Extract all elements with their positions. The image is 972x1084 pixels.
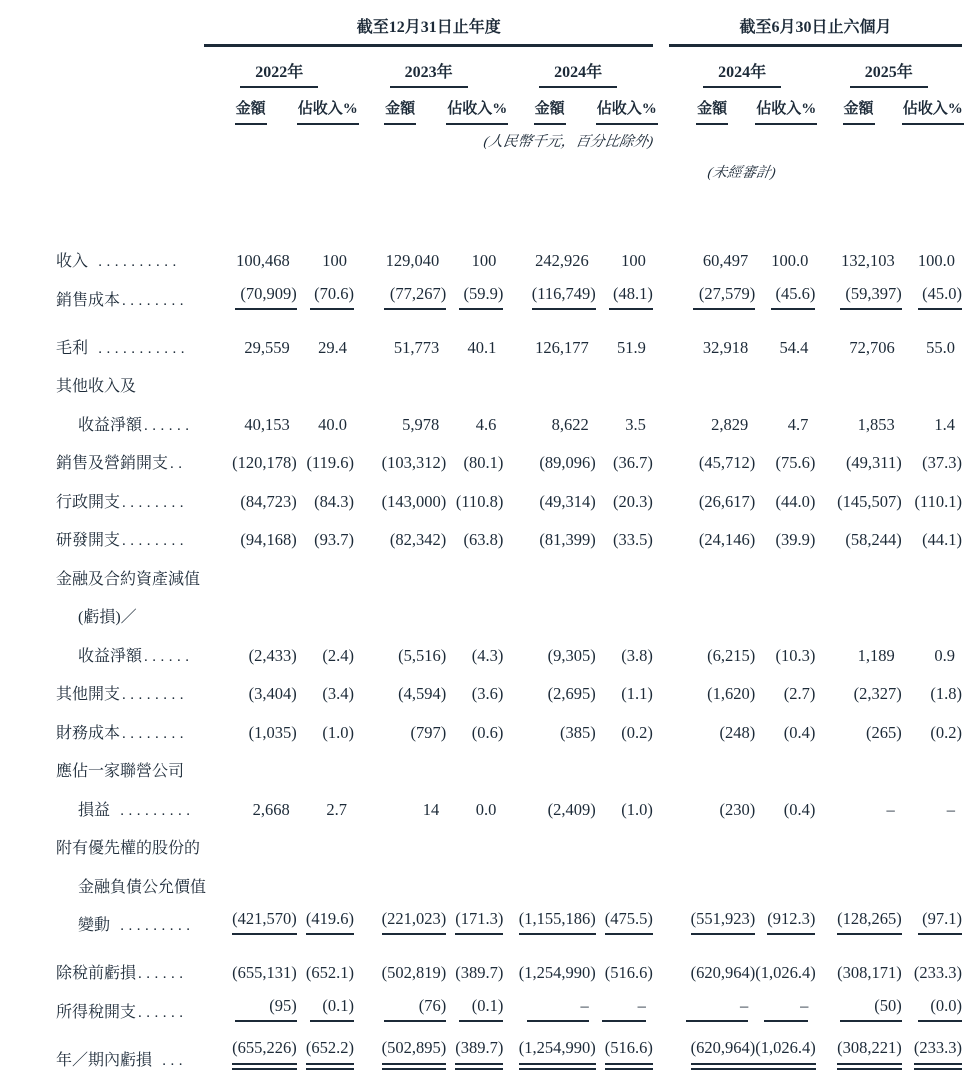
amount-cell: (308,171) (837, 963, 902, 982)
table-row (56, 627, 962, 666)
column-label-row (56, 88, 962, 125)
amount-cell: (421,570) (204, 897, 296, 941)
row-label: 應佔一家聯營公司 (56, 763, 185, 780)
amount-cell: 2,829 (711, 414, 749, 434)
unaudited-note: (未經審計) (706, 165, 778, 181)
amount-cell: (385) (559, 722, 596, 742)
amount-cell: (94,168) (240, 530, 297, 549)
amount-cell: (70,909) (204, 271, 296, 315)
period-group-row (56, 14, 962, 46)
amount-cell: (2,327) (853, 684, 902, 703)
section-gap (653, 271, 669, 315)
amount-cell: 100,468 (236, 251, 290, 270)
annual-period-title: 截至12月31日止年度 (356, 19, 501, 36)
amount-cell: (143,000) (381, 491, 447, 511)
amount-cell: 40,153 (244, 414, 290, 434)
pct-cell: 1.4 (934, 414, 955, 434)
row-label: 損益 ......... (78, 801, 195, 819)
section-gap (653, 512, 669, 551)
dot-leader: ........ (122, 533, 189, 549)
pct-cell: (45.0) (902, 271, 962, 315)
row-label: 銷售及營銷開支 .. (56, 455, 187, 472)
pct-cell: (0.4) (783, 799, 816, 819)
pct-cell: (3.8) (621, 645, 653, 665)
table-row (56, 940, 962, 983)
year-2023: 2023年 (390, 47, 468, 88)
amount-cell: (58,244) (845, 530, 902, 549)
amount-cell: 129,040 (385, 251, 440, 270)
pct-cell: (97.1) (902, 897, 962, 941)
amount-cell: (84,723) (240, 491, 297, 511)
amount-cell: 60,497 (702, 251, 749, 270)
table-row (56, 743, 962, 782)
amount-cell: (551,923) (669, 897, 755, 941)
amount-cell: (5,516) (398, 645, 447, 665)
table-row (56, 228, 962, 271)
dot-leader: ... (154, 1052, 188, 1069)
row-label: 收入 .......... (56, 253, 181, 270)
pct-cell: (475.5) (596, 897, 653, 941)
pct-cell: (3.6) (471, 684, 504, 703)
amount-cell: (1,254,990) (518, 963, 596, 982)
table-header (56, 14, 962, 228)
amount-cell: (49,311) (845, 453, 902, 472)
pct-column-label: 佔收入% (297, 88, 359, 125)
amount-column-label: 金額 (384, 88, 416, 125)
pct-cell: (652.2) (297, 1027, 354, 1070)
amount-cell: – (669, 983, 755, 1027)
amount-cell: (26,617) (698, 491, 756, 511)
empty-cells (204, 358, 962, 397)
pct-cell: (0.1) (297, 983, 354, 1027)
section-gap (653, 151, 669, 228)
financial-table (56, 14, 962, 1070)
pct-cell: (10.3) (775, 645, 816, 665)
amount-cell: (1,155,186) (503, 897, 595, 941)
amount-column-label: 金額 (696, 88, 728, 125)
amount-cell: (1,620) (707, 684, 756, 703)
amount-column-label: 金額 (534, 88, 566, 125)
amount-cell: (76) (354, 983, 446, 1027)
amount-cell: (116,749) (503, 271, 595, 315)
pct-cell: (233.3) (913, 963, 962, 982)
pct-cell: 40.1 (467, 337, 497, 357)
pct-cell: (110.8) (455, 491, 504, 511)
pct-cell: (1.1) (621, 684, 653, 703)
amount-cell: (248) (719, 722, 756, 742)
pct-cell: (652.1) (305, 963, 354, 982)
amount-cell: 51,773 (393, 337, 440, 357)
section-gap (653, 704, 669, 743)
amount-cell: (655,226) (204, 1027, 296, 1070)
pct-cell: (2.7) (783, 684, 816, 703)
section-gap (653, 14, 669, 46)
pct-cell: 4.6 (475, 414, 497, 434)
amount-cell: 132,103 (841, 251, 895, 270)
amount-cell: (95) (204, 983, 296, 1027)
row-label: 財務成本 ........ (56, 724, 189, 742)
pct-cell: (4.3) (471, 645, 504, 665)
amount-cell: (2,433) (248, 645, 297, 665)
pct-cell: (84.3) (314, 491, 354, 511)
pct-cell: (389.7) (446, 1027, 503, 1070)
table-row (56, 550, 962, 589)
year-2022: 2022年 (240, 47, 318, 88)
year-row (56, 46, 962, 89)
amount-cell: – (886, 799, 895, 819)
amount-cell: 126,177 (535, 337, 589, 357)
pct-cell: 3.5 (625, 414, 646, 434)
pct-cell: (1,026.4) (755, 963, 816, 982)
year-2024-interim: 2024年 (703, 47, 781, 88)
table-row (56, 271, 962, 315)
amount-cell: 5,978 (402, 414, 440, 434)
amount-column-label: 金額 (235, 88, 267, 125)
pct-cell: 4.7 (787, 414, 809, 434)
pct-cell: 0.9 (934, 645, 955, 665)
table-row (56, 358, 962, 397)
row-label: 附有優先權的股份的 (56, 840, 201, 857)
row-label: 金融及合約資產減值 (56, 570, 201, 588)
pct-column-label: 佔收入% (596, 88, 658, 125)
pct-cell: (2.4) (322, 645, 354, 665)
section-gap (653, 940, 669, 983)
dot-leader: ...... (138, 966, 188, 982)
row-label: 收益淨額 ...... (78, 647, 194, 665)
pct-cell: (0.4) (783, 722, 816, 742)
row-label: 銷售成本 ........ (56, 291, 189, 309)
amount-cell: (82,342) (389, 530, 447, 549)
year-2025-interim: 2025年 (850, 47, 928, 88)
pct-cell: (37.3) (922, 453, 962, 472)
amount-cell: (502,895) (354, 1027, 446, 1070)
amount-cell: (797) (410, 722, 447, 742)
table-row (56, 897, 962, 941)
amount-cell: (230) (719, 799, 756, 819)
amount-cell: (620,964) (690, 963, 756, 982)
pct-cell: (1.0) (322, 722, 354, 742)
amount-cell: (655,131) (232, 963, 297, 982)
pct-cell: (0.6) (471, 722, 504, 742)
empty-cells (204, 820, 962, 859)
empty-cells (204, 858, 962, 897)
section-gap (653, 897, 669, 941)
amount-cell: (1,254,990) (503, 1027, 595, 1070)
dot-leader: ........... (90, 340, 190, 357)
pct-cell: 55.0 (926, 337, 955, 357)
amount-cell: (265) (865, 722, 902, 742)
dot-leader: ........ (122, 494, 189, 511)
pct-cell: (70.6) (297, 271, 354, 315)
amount-cell: (103,312) (381, 453, 447, 472)
pct-cell: 100.0 (917, 251, 955, 270)
amount-cell: 242,926 (535, 251, 589, 270)
amount-cell: (24,146) (698, 530, 756, 549)
row-label: 行政開支 ........ (56, 493, 189, 511)
row-label: 其他開支 ........ (56, 686, 189, 703)
empty-cells (204, 589, 962, 628)
section-gap (653, 1027, 669, 1070)
pct-cell: (1.0) (621, 799, 653, 819)
amount-cell: (89,096) (539, 453, 596, 472)
pct-cell: (36.7) (613, 453, 653, 472)
amount-cell: – (503, 983, 595, 1027)
dot-leader: ......... (112, 918, 195, 934)
amount-column-label: 金額 (843, 88, 875, 125)
pct-cell: (20.3) (613, 491, 653, 511)
table-row (56, 858, 962, 897)
interim-period-group (669, 14, 962, 46)
section-gap (653, 435, 669, 474)
section-gap (653, 473, 669, 512)
amount-cell: (308,221) (815, 1027, 901, 1070)
pct-cell: (119.6) (306, 453, 354, 472)
currency-note-row (56, 125, 962, 151)
dot-leader: .......... (90, 254, 181, 270)
pct-cell: (389.7) (455, 963, 504, 982)
amount-cell: (9,305) (547, 645, 596, 665)
table-row (56, 704, 962, 743)
table-row (56, 781, 962, 820)
table-row (56, 512, 962, 551)
amount-cell: 1,853 (857, 414, 895, 434)
amount-cell: 32,918 (702, 337, 749, 357)
row-label: 變動 ......... (78, 917, 195, 934)
pct-cell: (3.4) (322, 684, 354, 703)
table-row (56, 983, 962, 1027)
amount-cell: 8,622 (551, 414, 589, 434)
amount-cell: (6,215) (707, 645, 756, 665)
amount-cell: (49,314) (539, 491, 596, 511)
amount-cell: (2,695) (547, 684, 596, 703)
pct-cell: 100 (621, 251, 646, 270)
pct-cell: (33.5) (613, 530, 653, 549)
amount-cell: (4,594) (398, 684, 447, 703)
dot-leader: ...... (144, 648, 194, 665)
pct-cell: (516.6) (596, 1027, 653, 1070)
pct-column-label: 佔收入% (446, 88, 508, 125)
section-gap (653, 396, 669, 435)
amount-cell: 72,706 (849, 337, 895, 357)
pct-cell: – (755, 983, 815, 1027)
pct-cell: 54.4 (779, 337, 809, 357)
section-gap (653, 125, 669, 151)
row-label: 毛利 ........... (56, 339, 190, 357)
dot-leader: ........ (122, 725, 189, 742)
amount-cell: (1,035) (248, 722, 297, 742)
dot-leader: ........ (122, 292, 189, 309)
pct-cell: 40.0 (318, 414, 347, 434)
pct-cell: (110.1) (914, 491, 962, 511)
pct-column-label: 佔收入% (902, 88, 964, 125)
amount-cell: (128,265) (815, 897, 901, 941)
table-body (56, 228, 962, 1070)
pct-cell: – (946, 799, 955, 819)
row-label: 所得稅開支 ...... (56, 1003, 188, 1021)
amount-cell: (27,579) (669, 271, 755, 315)
currency-note: (人民幣千元，百分比除外) (482, 134, 654, 150)
table-row (56, 589, 962, 628)
table-row (56, 1027, 962, 1070)
pct-cell: 2.7 (326, 799, 347, 819)
pct-cell: (80.1) (463, 453, 504, 472)
pct-column-label: 佔收入% (755, 88, 817, 125)
amount-cell: (45,712) (698, 453, 756, 472)
amount-cell: (3,404) (248, 684, 297, 703)
section-gap (653, 228, 669, 271)
interim-period-title: 截至6月30日止六個月 (739, 19, 892, 36)
pct-cell: (93.7) (314, 530, 354, 549)
table-row (56, 396, 962, 435)
year-2024: 2024年 (539, 47, 617, 88)
section-gap (653, 781, 669, 820)
row-label: 其他收入及 (56, 378, 137, 395)
amount-cell: (2,409) (547, 799, 596, 819)
pct-cell: (516.6) (604, 963, 653, 982)
section-gap (653, 46, 669, 89)
row-label: 金融負債公允價值 (78, 878, 207, 896)
dot-leader: .. (170, 456, 187, 472)
pct-cell: (45.6) (755, 271, 815, 315)
table-row (56, 435, 962, 474)
empty-cells (204, 743, 962, 782)
pct-cell: (39.9) (775, 530, 816, 549)
pct-cell: – (596, 983, 653, 1027)
dot-leader: ......... (112, 802, 195, 819)
row-label: 年／期內虧損 ... (56, 1051, 188, 1069)
pct-cell: (419.6) (297, 897, 354, 941)
pct-cell: (0.0) (902, 983, 962, 1027)
table-row (56, 820, 962, 859)
amount-cell: (620,964) (669, 1027, 755, 1070)
amount-cell: (145,507) (837, 491, 902, 511)
pct-cell: (233.3) (902, 1027, 962, 1070)
amount-cell: (50) (815, 983, 901, 1027)
pct-cell: (44.0) (775, 491, 816, 511)
pct-cell: 51.9 (617, 337, 646, 357)
dot-leader: ........ (122, 687, 189, 703)
amount-cell: 2,668 (252, 799, 290, 819)
amount-cell: (77,267) (354, 271, 446, 315)
pct-cell: 100 (471, 251, 497, 270)
pct-cell: (59.9) (446, 271, 503, 315)
pct-cell: 29.4 (318, 337, 347, 357)
unaudited-note-row (56, 151, 962, 228)
dot-leader: ...... (144, 417, 194, 434)
amount-cell: (221,023) (354, 897, 446, 941)
pct-cell: (44.1) (922, 530, 962, 549)
amount-cell: (81,399) (539, 530, 596, 549)
amount-cell: 14 (422, 799, 440, 819)
annual-period-group (204, 14, 652, 46)
amount-cell: (120,178) (232, 453, 297, 472)
amount-cell: (502,819) (381, 963, 447, 982)
pct-cell: (75.6) (775, 453, 816, 472)
section-gap (653, 983, 669, 1027)
pct-cell: (0.2) (930, 722, 962, 742)
empty-cells (204, 550, 962, 589)
pct-cell: 100 (322, 251, 347, 270)
amount-cell: 29,559 (244, 337, 290, 357)
pct-cell: (0.2) (621, 722, 653, 742)
pct-cell: (1.8) (930, 684, 962, 703)
pct-cell: (0.1) (446, 983, 503, 1027)
row-label: 收益淨額 ...... (78, 416, 194, 434)
section-gap (653, 315, 669, 358)
pct-cell: (48.1) (596, 271, 653, 315)
dot-leader: ...... (138, 1004, 188, 1021)
pct-cell: 100.0 (771, 251, 809, 270)
table-row (56, 666, 962, 705)
pct-cell: (171.3) (446, 897, 503, 941)
pct-cell: (63.8) (463, 530, 504, 549)
pct-cell: 0.0 (475, 799, 497, 819)
pct-cell: (912.3) (755, 897, 815, 941)
amount-cell: (59,397) (815, 271, 901, 315)
section-gap (653, 666, 669, 705)
row-label: (虧損)／ (78, 609, 137, 626)
table-row (56, 473, 962, 512)
pct-cell: (1,026.4) (755, 1027, 815, 1070)
amount-cell: 1,189 (857, 645, 895, 665)
section-gap (653, 627, 669, 666)
row-label: 除稅前虧損 ...... (56, 965, 188, 982)
table-row (56, 315, 962, 358)
row-label: 研發開支 ........ (56, 532, 189, 549)
